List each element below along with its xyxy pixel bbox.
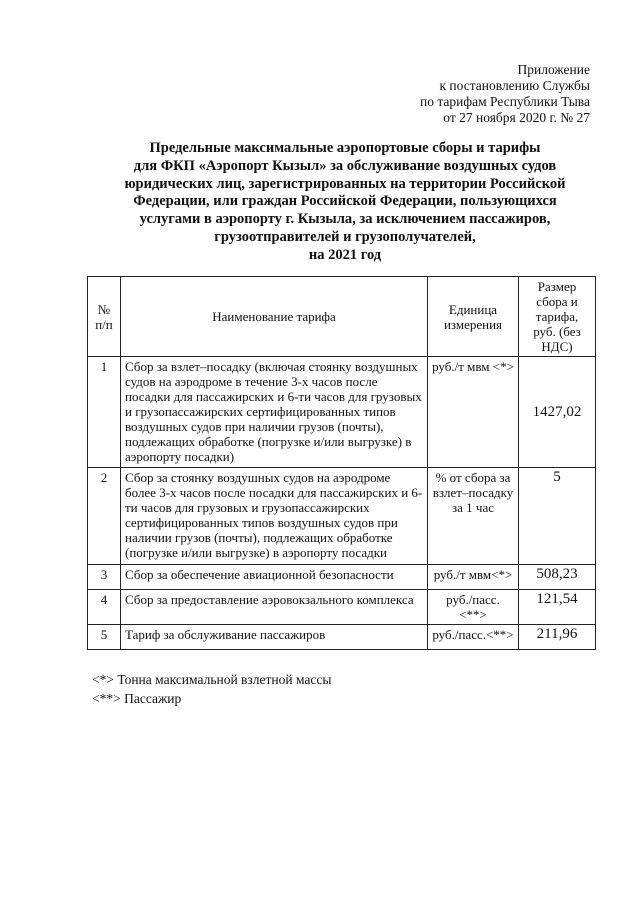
- document-title: [95, 140, 595, 265]
- footnote: <**> Пассажир: [92, 691, 182, 706]
- row-name: Сбор за взлет–посадку (включая стоянку воздушных судов на аэродроме в течение 3-х часов после посадки для пассажирских и 6-ти часов для грузовых и грузопассажирских сертифицированных типов воздушных судов при наличии грузов (почты), подлежащих обработке (погрузке и/или выгрузке) в аэропорту посадки): [121, 357, 428, 468]
- title-line: для ФКП «Аэропорт Кызыл» за обслуживание воздушных судов: [133, 157, 557, 174]
- row-num: 1: [88, 357, 121, 468]
- row-unit: руб./пасс. <**>: [428, 590, 519, 625]
- row-unit: руб./пасс.<**>: [428, 625, 519, 650]
- footnotes: [92, 670, 331, 708]
- appendix-line: от 27 ноября 2020 г. № 27: [443, 110, 590, 125]
- appendix-line: Приложение: [517, 62, 590, 77]
- title-line: Федерации, или граждан Российской Федерации, пользующихся: [133, 193, 557, 210]
- appendix-line: по тарифам Республики Тыва: [420, 94, 590, 109]
- row-unit: % от сбора за взлет–посадку за 1 час: [428, 468, 519, 565]
- row-num: 3: [88, 565, 121, 590]
- header-unit: Единица измерения: [428, 277, 519, 357]
- title-line: Предельные максимальные аэропортовые сборы и тарифы: [149, 140, 541, 156]
- title-line: услугами в аэропорту г. Кызыла, за исключением пассажиров,: [139, 211, 551, 228]
- appendix-block: [330, 62, 590, 126]
- row-num: 4: [88, 590, 121, 625]
- row-value: 508,23: [519, 565, 596, 590]
- header-num: № п/п: [88, 277, 121, 357]
- row-num: 5: [88, 625, 121, 650]
- row-name: Сбор за предоставление аэровокзального комплекса: [121, 590, 428, 625]
- table-row: [88, 625, 596, 650]
- title-line: юридических лиц, зарегистрированных на территории Российской: [124, 175, 566, 192]
- header-value: Размер сбора и тарифа, руб. (без НДС): [519, 277, 596, 357]
- row-name: Сбор за обеспечение авиационной безопасности: [121, 565, 428, 590]
- row-unit: руб./т мвм <*>: [428, 357, 519, 468]
- row-value: 211,96: [519, 625, 596, 650]
- table-row: [88, 357, 596, 468]
- table-header-row: [88, 277, 596, 357]
- title-line: на 2021 год: [308, 246, 382, 263]
- table-row: [88, 565, 596, 590]
- row-value: 121,54: [519, 590, 596, 625]
- row-name: Тариф за обслуживание пассажиров: [121, 625, 428, 650]
- table-row: [88, 468, 596, 565]
- appendix-line: к постановлению Службы: [439, 78, 590, 93]
- row-unit: руб./т мвм<*>: [428, 565, 519, 590]
- table-row: [88, 590, 596, 625]
- footnote: <*> Тонна максимальной взлетной массы: [92, 672, 332, 687]
- row-value: 1427,02: [519, 357, 596, 468]
- row-value: 5: [519, 468, 596, 565]
- tariffs-table: [87, 276, 596, 650]
- row-num: 2: [88, 468, 121, 565]
- header-name: Наименование тарифа: [121, 277, 428, 357]
- title-line: грузоотправителей и грузополучателей,: [214, 228, 476, 245]
- row-name: Сбор за стоянку воздушных судов на аэродроме более 3-х часов после посадки для пассажирских и 6-ти часов для грузовых и грузопассажирских сертифицированных типов воздушных судов при наличии грузов (почты), подлежащих обработке (погрузке и/или выгрузке) в аэропорту посадки: [121, 468, 428, 565]
